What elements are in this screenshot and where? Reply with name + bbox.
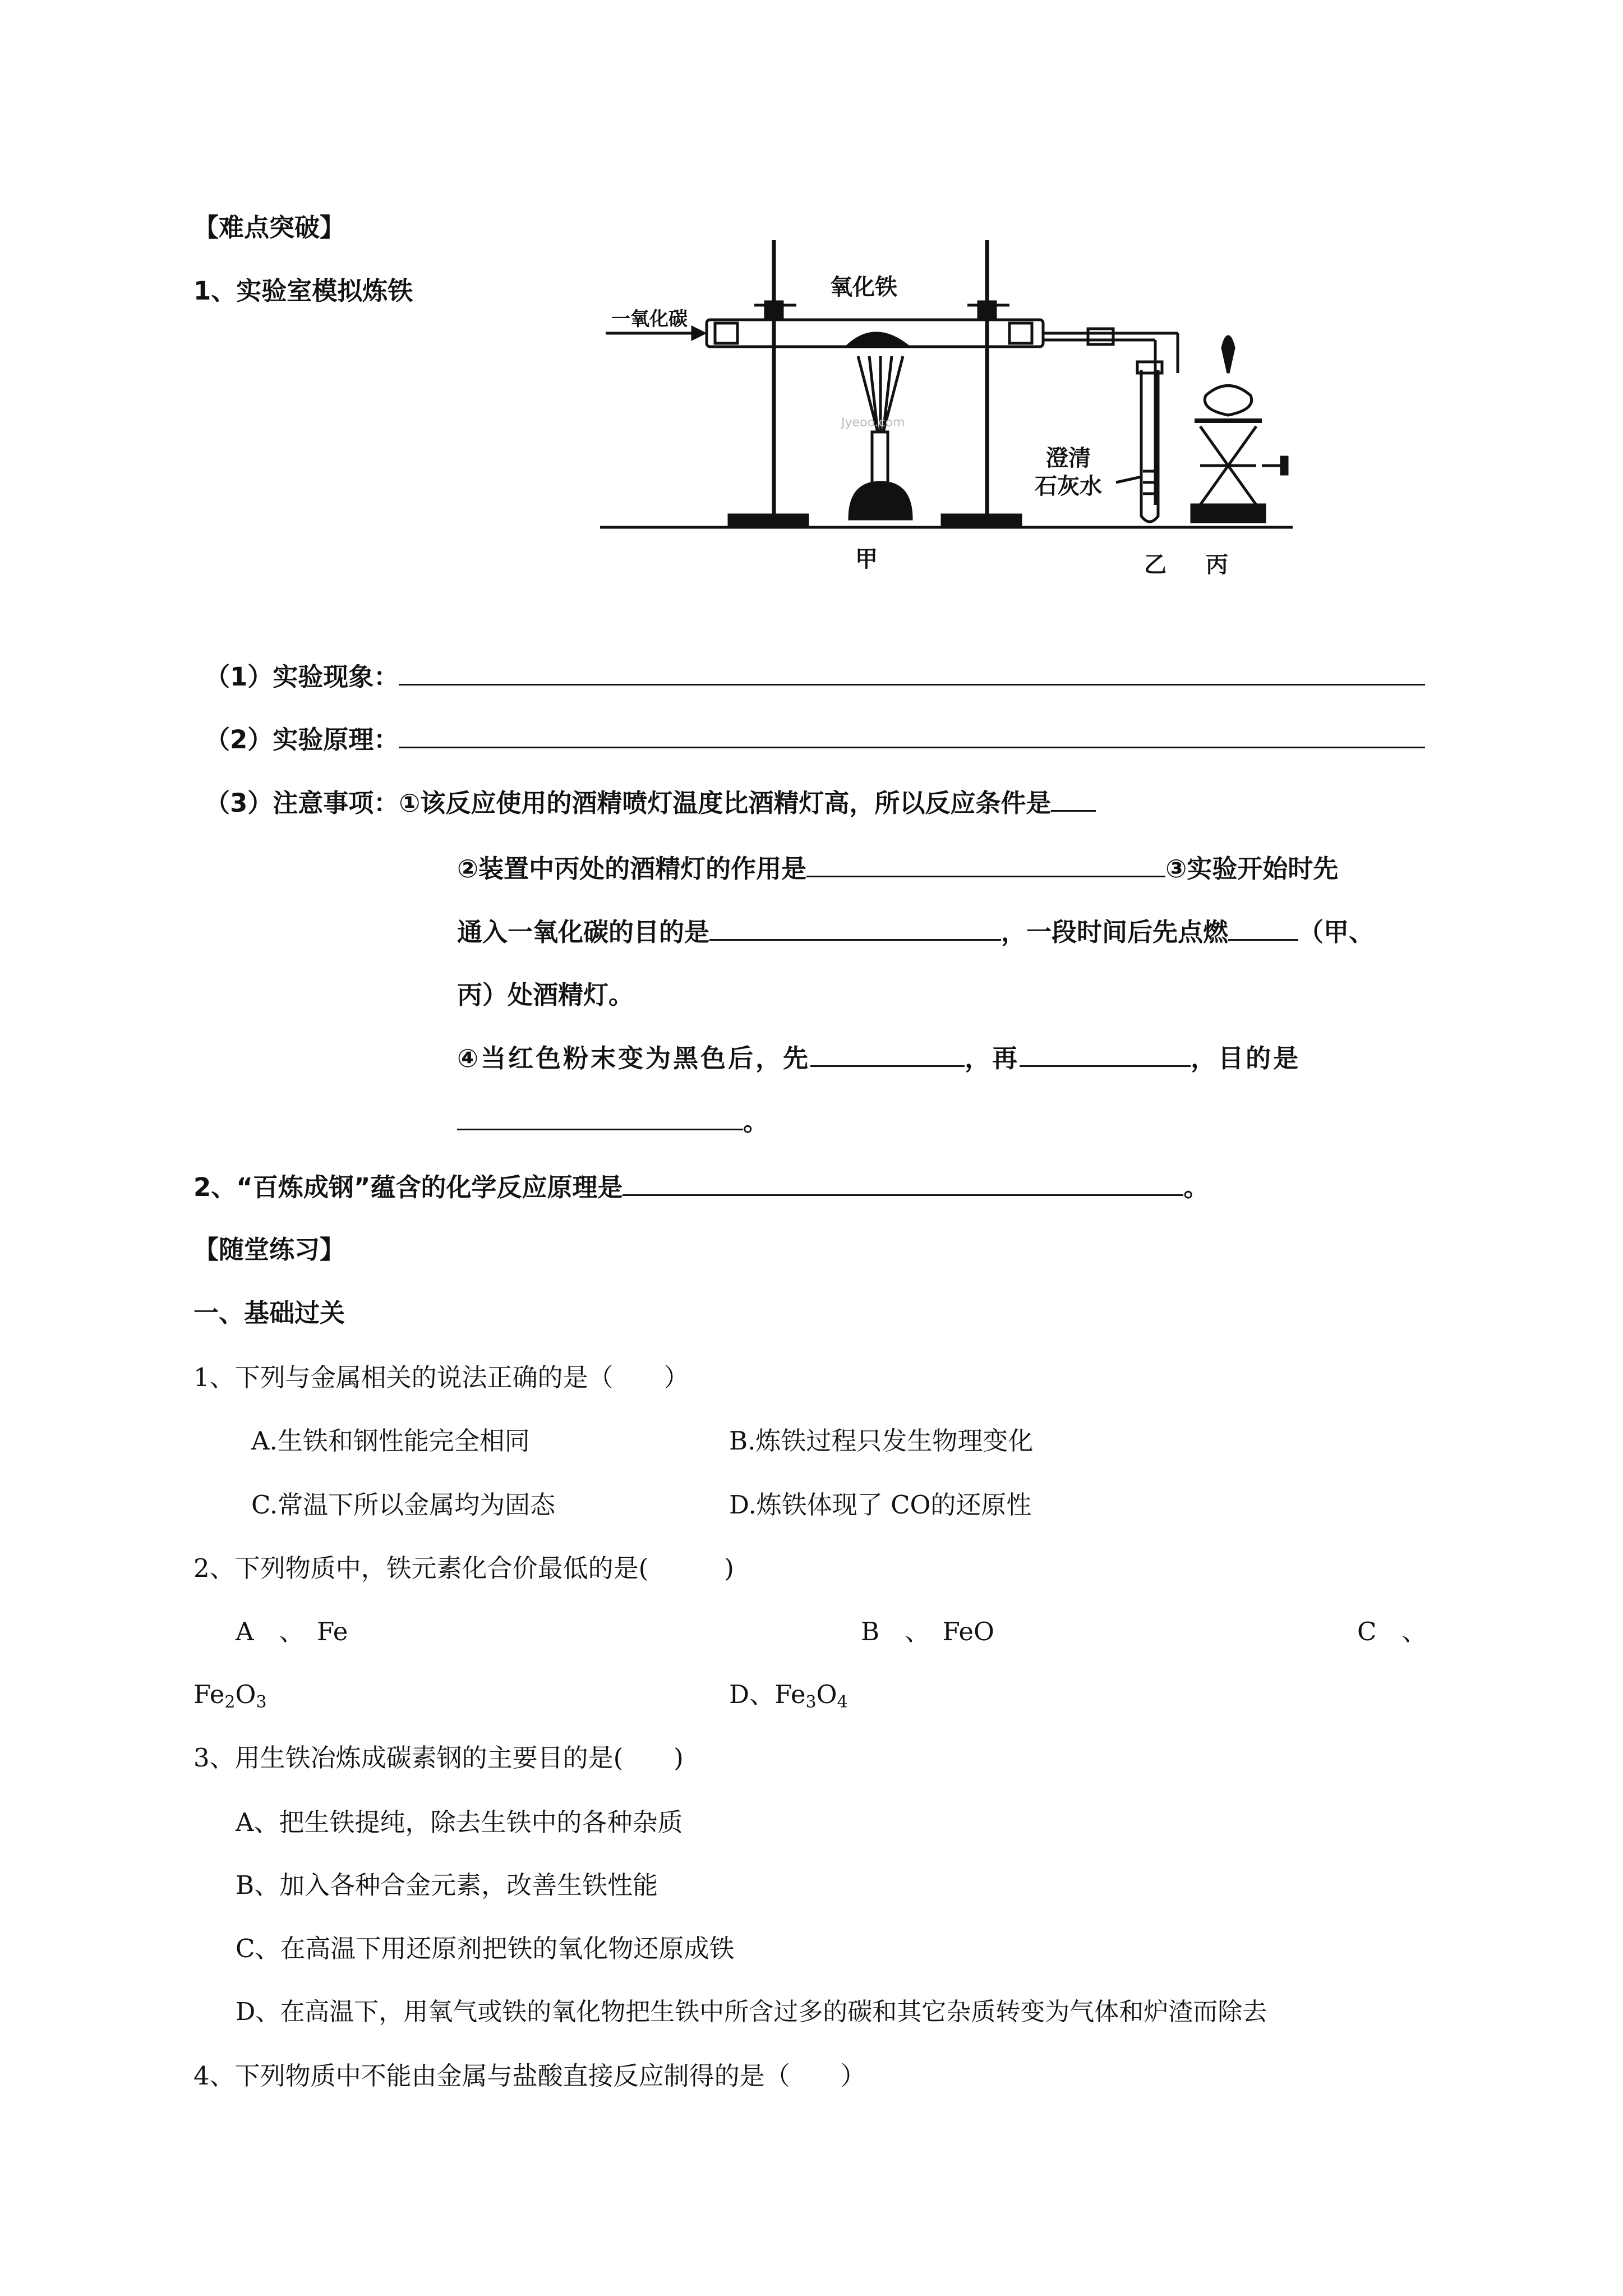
q1-note3-end-line: 丙）处酒精灯。: [457, 980, 634, 1010]
practice-4-stem: 4、下列物质中不能由金属与盐酸直接反应制得的是（ ）: [193, 2061, 866, 2091]
q1-note2-label: ②装置中丙处的酒精灯的作用是: [457, 854, 807, 884]
figure-label-yi: 乙: [1144, 552, 1166, 578]
q1-note3-ignite-label: ，一段时间后先点燃: [1001, 917, 1229, 947]
q1-note4-line: [457, 1041, 1301, 1076]
practice-3-option-b[interactable]: B、加入各种合金元素，改善生铁性能: [236, 1870, 658, 1900]
figure-label-iron-oxide: 氧化铁: [830, 274, 897, 300]
practice-1-option-d[interactable]: D.炼铁体现了 CO的还原性: [729, 1490, 1032, 1520]
section-heading-practice: 【随堂练习】: [193, 1235, 345, 1264]
practice-3-option-c[interactable]: C、在高温下用还原剂把铁的氧化物还原成铁: [236, 1934, 735, 1963]
practice-1-stem: 1、下列与金属相关的说法正确的是（ ）: [193, 1363, 689, 1392]
iron-smelting-apparatus-diagram: [594, 236, 1301, 583]
q1-note3-line: [457, 914, 1374, 950]
figure-label-co: 一氧化碳: [611, 308, 688, 330]
practice-2-stem: 2、下列物质中，铁元素化合价最低的是( ): [193, 1553, 734, 1583]
q1-principle-label: （2）实验原理：: [205, 725, 399, 754]
q1-notes-intro: （3）注意事项：①该反应使用的酒精喷灯温度比酒精灯高，所以反应条件是: [205, 788, 1052, 818]
section-heading-difficulty: 【难点突破】: [193, 213, 345, 242]
q1-note3-purpose-label: 通入一氧化碳的目的是: [457, 917, 710, 947]
q1-note3-purpose-blank[interactable]: [709, 914, 1001, 941]
figure-label-bing: 丙: [1206, 552, 1228, 578]
q1-note3-label: ③实验开始时先: [1165, 854, 1339, 884]
q1-note4-second-blank[interactable]: [1020, 1041, 1191, 1067]
q1-principle-line: [205, 722, 1425, 757]
practice-3-stem: 3、用生铁冶炼成碳素钢的主要目的是( ): [193, 1743, 684, 1773]
practice-2-option-b[interactable]: B 、 FeO: [861, 1617, 994, 1646]
practice-1-option-b[interactable]: B.炼铁过程只发生物理变化: [729, 1426, 1034, 1456]
figure-label-limewater-2: 石灰水: [1035, 473, 1102, 499]
practice-3-option-a[interactable]: A、把生铁提纯，除去生铁中的各种杂质: [236, 1807, 683, 1837]
q1-note4-end: 。: [743, 1107, 769, 1137]
figure-label-limewater-1: 澄清: [1046, 445, 1091, 471]
q1-phenomenon-blank[interactable]: [399, 659, 1425, 685]
q1-condition-blank[interactable]: [1051, 785, 1096, 812]
q1-note4-first-blank[interactable]: [810, 1041, 965, 1067]
q1-phenomenon-label: （1）实验现象：: [205, 662, 399, 692]
figure-watermark: Jyeoo.com: [841, 416, 905, 430]
practice-2-option-c-formula: $Fe_2O_3$: [193, 1680, 267, 1712]
practice-2-option-d[interactable]: D、$Fe_3O_4$: [729, 1680, 848, 1712]
practice-1-option-c[interactable]: C.常温下所以金属均为固态: [251, 1490, 556, 1520]
figure-label-jia: 甲: [855, 546, 878, 572]
q1-note4-purpose-line: [457, 1104, 768, 1139]
q1-note4-purpose-blank[interactable]: [457, 1104, 743, 1130]
q1-note2-blank[interactable]: [806, 851, 1165, 877]
question-1-title: 1、实验室模拟炼铁: [193, 276, 413, 306]
q1-note4-then: ，再: [965, 1043, 1020, 1073]
question-2-line: [193, 1170, 1209, 1205]
q1-note3-ignite-blank[interactable]: [1228, 914, 1298, 941]
q1-notes-line: [205, 785, 1096, 821]
question-2-blank[interactable]: [623, 1170, 1183, 1196]
practice-2-option-a[interactable]: A 、 Fe: [236, 1617, 348, 1646]
q1-note4-label: ④当红色粉末变为黑色后，先: [457, 1043, 811, 1073]
section-heading-basic: 一、基础过关: [193, 1298, 345, 1328]
q1-note2-line: [457, 851, 1338, 886]
practice-3-option-d[interactable]: D、在高温下，用氧气或铁的氧化物把生铁中所含过多的碳和其它杂质转变为气体和炉渣而除去: [236, 1998, 1267, 2026]
question-2-end: 。: [1183, 1172, 1209, 1202]
practice-1-option-a[interactable]: A.生铁和钢性能完全相同: [251, 1426, 530, 1456]
practice-2-option-c[interactable]: C 、: [1357, 1617, 1427, 1646]
question-2-text: 2、“百炼成钢”蕴含的化学反应原理是: [193, 1172, 623, 1202]
q1-phenomenon-line: [205, 659, 1425, 694]
q1-note4-purpose: ，目的是: [1191, 1043, 1301, 1073]
q1-note3-options: （甲、: [1298, 917, 1375, 947]
q1-principle-blank[interactable]: [399, 722, 1425, 748]
